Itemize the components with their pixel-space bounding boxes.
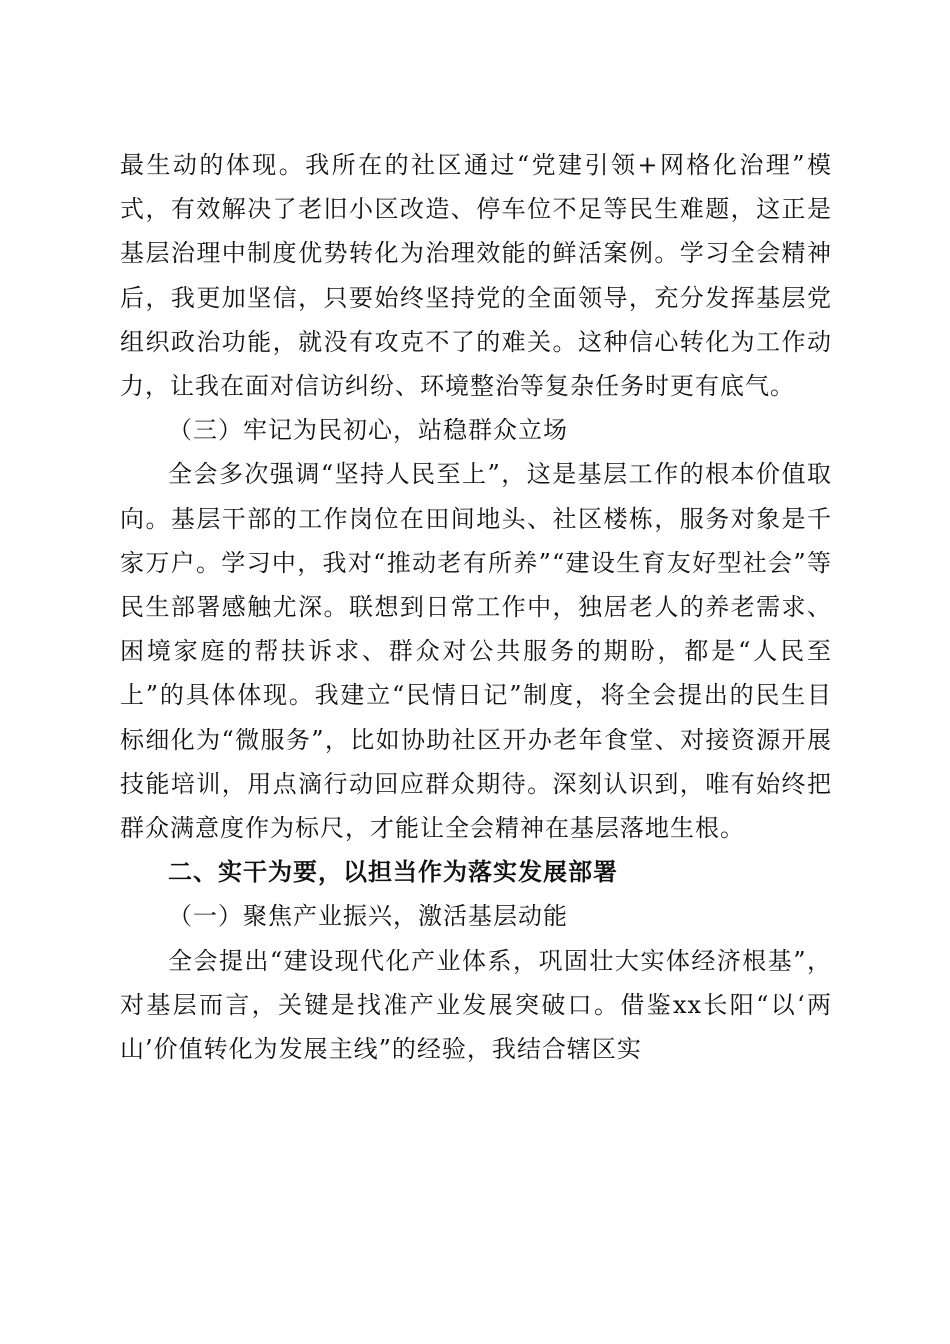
subheading-three: （三）牢记为民初心，站稳群众立场 xyxy=(168,416,568,445)
paragraph-industry: 全会提出“建设现代化产业体系，巩固壮大实体经济根基”，对基层而言，关键是找准产业发展突破口。借鉴xx长阳“以‘两山’价值转化为发展主线”的经验，我结合辖区实 xyxy=(120,946,832,1064)
paragraph-people-first: 全会多次强调“坚持人民至上”，这是基层工作的根本价值取向。基层干部的工作岗位在田间地头、社区楼栋，服务对象是千家万户。学习中，我对“推动老有所养”“建设生育友好型社会”等民生部署感触尤深。联想到日常工作中，独居老人的养老需求、困境家庭的帮扶诉求、群众对公共服务的期盼，都是“人民至上”的具体体现。我建立“民情日记”制度，将全会提出的民生目标细化为“微服务”，比如协助社区开办老年食堂、对接资源开展技能培训，用点滴行动回应群众期待。深刻认识到，唯有始终把群众满意度作为标尺，才能让全会精神在基层落地生根。 xyxy=(120,460,832,843)
paragraph-continuation: 最生动的体现。我所在的社区通过“党建引领+网格化治理”模式，有效解决了老旧小区改造、停车位不足等民生难题，这正是基层治理中制度优势转化为治理效能的鲜活案例。学习全会精神后，我更加坚信，只要始终坚持党的全面领导，充分发挥基层党组织政治功能，就没有攻克不了的难关。这种信心转化为工作动力，让我在面对信访纠纷、环境整治等复杂任务时更有底气。 xyxy=(120,151,832,401)
subheading-one: （一）聚焦产业振兴，激活基层动能 xyxy=(168,902,568,931)
section-heading-two: 二、实干为要，以担当作为落实发展部署 xyxy=(168,858,618,887)
document-body xyxy=(120,143,832,1071)
